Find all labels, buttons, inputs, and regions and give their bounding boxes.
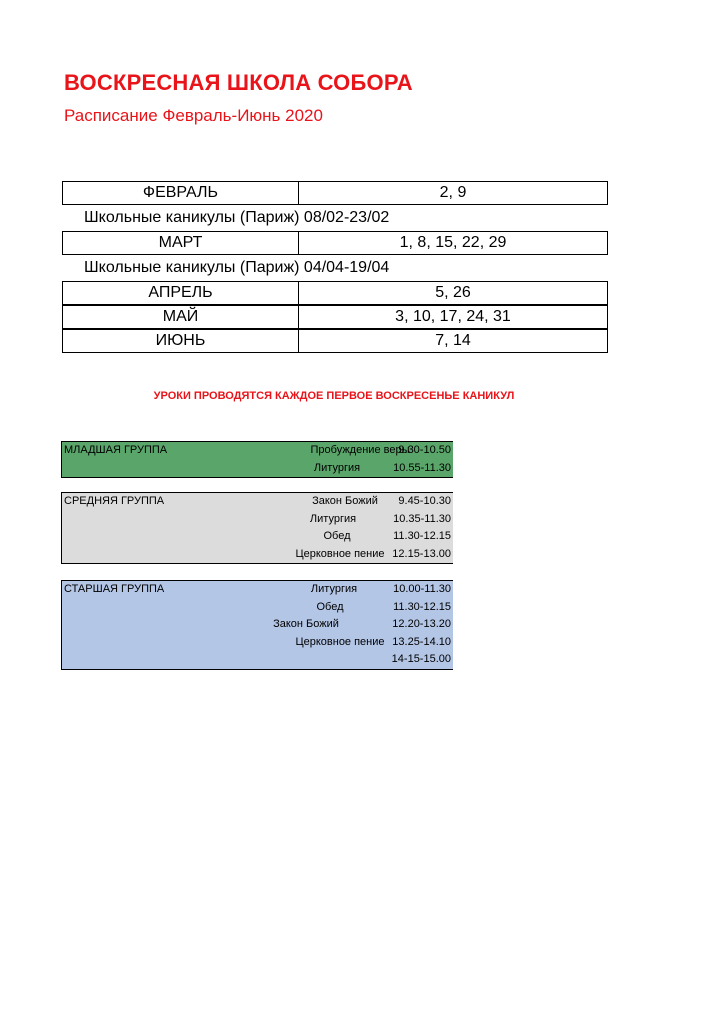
table-row [62,634,453,652]
time: 12.20-13.20 [392,618,451,630]
table-row [62,511,453,529]
notice-text [0,390,724,402]
month-dates: 3, 10, 17, 24, 31 [395,308,511,325]
month-row-may [62,305,608,329]
time: 10.55-11.30 [393,461,451,474]
time: 9.45-10.30 [398,495,451,507]
table-row [62,460,453,478]
table-row [62,599,453,617]
time: 11.30-12.15 [393,600,451,613]
group-name: СРЕДНЯЯ ГРУППА [64,495,165,507]
time: 11.30-12.15 [393,530,451,542]
subject: Литургия [310,583,358,595]
subject: Обед [316,600,344,613]
page-subtitle: Расписание Февраль-Июнь 2020 [64,106,323,125]
month-row-march [62,231,608,255]
table-row [62,528,453,546]
time: 10.35-11.30 [393,512,451,525]
month-row-june [62,329,608,353]
group-name: СТАРШАЯ ГРУППА [64,583,165,595]
holiday-note: Школьные каникулы (Париж) 04/04-19/04 [84,259,390,276]
notice-label: УРОКИ ПРОВОДЯТСЯ КАЖДОЕ ПЕРВОЕ ВОСКРЕСЕНЬЕ КАНИКУЛ [153,390,515,402]
month-dates: 7, 14 [435,332,471,349]
subject: Пробуждение веры [310,444,410,456]
time: 9.30-10.50 [398,444,451,456]
month-dates: 2, 9 [439,184,467,201]
time: 14-15-15.00 [391,653,451,665]
group-middle [61,492,453,564]
table-row [62,581,453,599]
table-row [62,442,453,460]
group-junior [61,441,453,478]
month-dates: 1, 8, 15, 22, 29 [399,234,507,251]
group-senior [61,580,453,670]
time: 10.00-11.30 [393,583,451,595]
group-name: МЛАДШАЯ ГРУППА [64,444,168,456]
subject: Закон Божий [312,495,378,507]
subject: Закон Божий [273,618,339,630]
subject: Церковное пение [295,547,385,560]
month-name: ФЕВРАЛЬ [63,182,299,204]
month-dates: 5, 26 [435,284,471,301]
subject: Литургия [309,512,357,525]
month-row-february [62,181,608,205]
table-row [62,616,453,634]
month-name: МАЙ [63,306,299,328]
holiday-note: Школьные каникулы (Париж) 08/02-23/02 [84,209,390,226]
subject: Литургия [313,461,361,474]
subject: Церковное пение [295,635,385,648]
month-name: ИЮНЬ [63,330,299,352]
month-row-april [62,281,608,305]
table-row [62,493,453,511]
time: 12.15-13.00 [392,547,451,560]
month-name: АПРЕЛЬ [63,282,299,304]
month-name: МАРТ [63,232,299,254]
table-row [62,651,453,669]
time: 13.25-14.10 [392,635,451,648]
page-title: ВОСКРЕСНАЯ ШКОЛА СОБОРА [64,70,413,95]
table-row [62,546,453,564]
subject: Обед [323,530,351,542]
